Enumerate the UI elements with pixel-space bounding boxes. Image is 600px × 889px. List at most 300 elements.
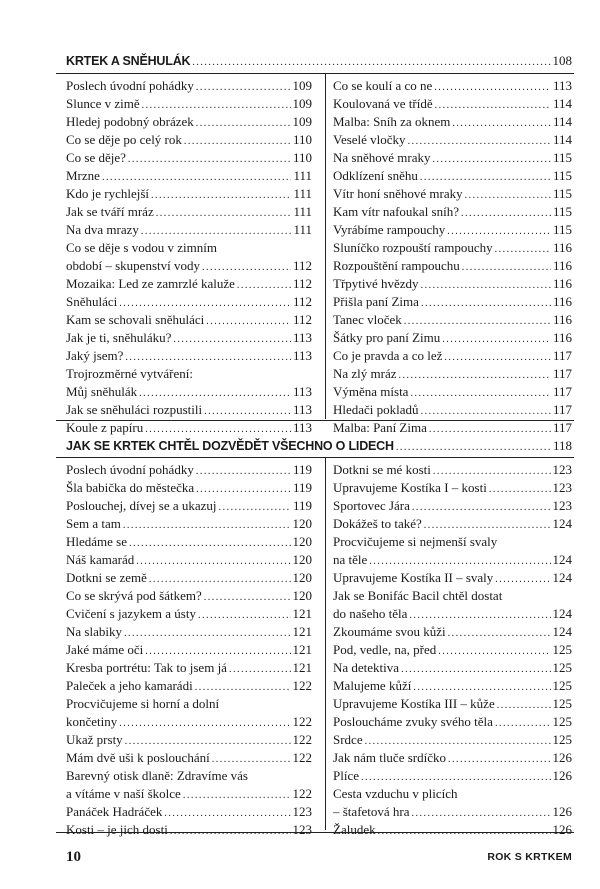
toc-entry bbox=[66, 257, 312, 275]
toc-entry-title: Mám dvě uši k poslouchání bbox=[66, 750, 210, 765]
toc-entry-page: 116 bbox=[552, 294, 572, 309]
right-column bbox=[333, 77, 572, 437]
toc-entry-title: Vítr honí sněhové mraky bbox=[333, 186, 463, 201]
running-title: ROK S KRTKEM bbox=[487, 851, 572, 863]
toc-entry bbox=[66, 95, 312, 113]
toc-entry-page: 111 bbox=[293, 168, 312, 183]
toc-entry bbox=[333, 257, 572, 275]
toc-entry bbox=[333, 821, 572, 839]
toc-entry bbox=[333, 239, 572, 257]
toc-entry bbox=[66, 515, 312, 533]
toc-entry bbox=[333, 551, 572, 569]
toc-entry-title: Upravujeme Kostíka III – kůže bbox=[333, 696, 495, 711]
toc-entry bbox=[66, 383, 312, 401]
toc-entry-page: 111 bbox=[293, 186, 312, 201]
toc-entry-title: do našeho těla bbox=[333, 606, 408, 621]
toc-entry-page: 117 bbox=[552, 384, 572, 399]
toc-entry bbox=[333, 497, 572, 515]
section-title: KRTEK A SNĚHULÁK bbox=[66, 54, 191, 68]
toc-entry-page: 122 bbox=[292, 750, 312, 765]
dot-leader bbox=[448, 623, 551, 643]
dot-leader bbox=[119, 293, 291, 313]
toc-entry bbox=[66, 641, 312, 659]
toc-entry-title: Malba: Paní Zima bbox=[333, 420, 427, 435]
toc-entry-title: Jaký jsem? bbox=[66, 348, 124, 363]
dot-leader bbox=[164, 803, 290, 823]
dot-leader bbox=[396, 437, 551, 457]
toc-entry-page: 116 bbox=[552, 240, 572, 255]
right-column bbox=[333, 461, 572, 839]
toc-entry-title: Sportovec Jára bbox=[333, 498, 410, 513]
toc-entry-page: 113 bbox=[292, 330, 312, 345]
dot-leader bbox=[421, 401, 551, 421]
toc-entry bbox=[333, 515, 572, 533]
toc-entry-title: Paleček a jeho kamarádi bbox=[66, 678, 193, 693]
toc-entry bbox=[333, 131, 572, 149]
dot-leader bbox=[141, 221, 292, 241]
toc-entry bbox=[333, 383, 572, 401]
toc-entry-title: Co se děje? bbox=[66, 150, 126, 165]
toc-entry-title: Na sněhové mraky bbox=[333, 150, 431, 165]
toc-entry-title: Dokážeš to také? bbox=[333, 516, 422, 531]
dot-leader bbox=[465, 185, 551, 205]
dot-leader bbox=[401, 659, 550, 679]
toc-entry bbox=[333, 731, 572, 749]
toc-entry-page: 114 bbox=[552, 114, 572, 129]
dot-leader bbox=[432, 149, 551, 169]
toc-entry-title: Jak je ti, sněhuláku? bbox=[66, 330, 172, 345]
toc-entry-title: Jaké máme oči bbox=[66, 642, 144, 657]
toc-entry-page: 117 bbox=[552, 420, 572, 435]
toc-entry-title: Jak se tváří mráz bbox=[66, 204, 154, 219]
dot-leader bbox=[497, 695, 551, 715]
toc-entry-title: Koule z papíru bbox=[66, 420, 144, 435]
dot-leader bbox=[196, 113, 291, 133]
toc-entry-page: 124 bbox=[552, 552, 572, 567]
toc-entry bbox=[66, 659, 312, 677]
toc-entry bbox=[66, 605, 312, 623]
dot-leader bbox=[123, 515, 291, 535]
toc-entry-title: Ukaž prsty bbox=[66, 732, 123, 747]
dot-leader bbox=[119, 713, 290, 733]
toc-entry bbox=[66, 551, 312, 569]
toc-entry-page: 109 bbox=[292, 78, 312, 93]
toc-entry-page: 116 bbox=[552, 276, 572, 291]
dot-leader bbox=[195, 677, 291, 697]
dot-leader bbox=[129, 533, 290, 553]
toc-entry-title: Šla babička do městečka bbox=[66, 480, 195, 495]
toc-entry-title: Co je pravda a co lež bbox=[333, 348, 443, 363]
toc-entry bbox=[66, 329, 312, 347]
toc-entry bbox=[66, 803, 312, 821]
dot-leader bbox=[204, 587, 291, 607]
toc-entry bbox=[333, 623, 572, 641]
toc-entry-page: 124 bbox=[552, 516, 572, 531]
toc-entry-page: 115 bbox=[552, 168, 572, 183]
dot-leader bbox=[369, 551, 550, 571]
toc-entry-page: 116 bbox=[552, 312, 572, 327]
dot-leader bbox=[495, 569, 550, 589]
dot-leader bbox=[434, 77, 551, 97]
dot-leader bbox=[196, 461, 291, 481]
toc-entry bbox=[66, 347, 312, 365]
dot-leader bbox=[495, 239, 551, 259]
toc-entry bbox=[333, 149, 572, 167]
dot-leader bbox=[183, 785, 291, 805]
toc-entry bbox=[333, 293, 572, 311]
dot-leader bbox=[435, 95, 551, 115]
toc-entry bbox=[333, 329, 572, 347]
toc-entry bbox=[66, 623, 312, 641]
dot-leader bbox=[420, 167, 551, 187]
toc-entry bbox=[66, 77, 312, 95]
toc-entry-title: Veselé vločky bbox=[333, 132, 406, 147]
toc-entry-title: Tanec vloček bbox=[333, 312, 402, 327]
toc-entry-page: 112 bbox=[292, 294, 312, 309]
toc-entry bbox=[333, 749, 572, 767]
dot-leader bbox=[206, 311, 291, 331]
dot-leader bbox=[448, 749, 551, 769]
toc-entry-page: 112 bbox=[292, 276, 312, 291]
toc-entry-page: 125 bbox=[552, 696, 572, 711]
dot-leader bbox=[438, 641, 550, 661]
section-page: 118 bbox=[552, 438, 572, 453]
dot-leader bbox=[124, 623, 291, 643]
toc-entry bbox=[333, 113, 572, 131]
toc-entry-title: Srdce bbox=[333, 732, 363, 747]
dot-leader bbox=[404, 311, 551, 331]
toc-entry-title: a vítáme v naší školce bbox=[66, 786, 181, 801]
dot-leader bbox=[196, 77, 291, 97]
dot-leader bbox=[433, 461, 551, 481]
dot-leader bbox=[145, 419, 291, 439]
toc-entry-title: končetiny bbox=[66, 714, 118, 729]
toc-entry bbox=[66, 185, 312, 203]
toc-entry-page: 121 bbox=[292, 624, 312, 639]
toc-entry-page: 125 bbox=[552, 660, 572, 675]
toc-entry-page: 111 bbox=[293, 222, 312, 237]
toc-entry-page: 110 bbox=[292, 150, 312, 165]
toc-entry-title: Vyrábíme rampouchy bbox=[333, 222, 446, 237]
dot-leader bbox=[145, 641, 290, 661]
toc-entry bbox=[66, 401, 312, 419]
toc-entry-page: 124 bbox=[552, 606, 572, 621]
toc-entry-title: Slunce v zimě bbox=[66, 96, 140, 111]
dot-leader bbox=[447, 221, 551, 241]
toc-entry bbox=[66, 131, 312, 149]
toc-entry bbox=[333, 569, 572, 587]
left-column bbox=[66, 461, 312, 839]
dot-leader bbox=[442, 329, 551, 349]
toc-entry-title: Rozpouštění rampouchu bbox=[333, 258, 460, 273]
toc-entry-title: Koulovaná ve třídě bbox=[333, 96, 433, 111]
toc-entry bbox=[66, 221, 312, 239]
toc-entry bbox=[333, 785, 572, 803]
toc-entry-title: Kdo je rychlejší bbox=[66, 186, 150, 201]
toc-entry-title: Dotkni se země bbox=[66, 570, 147, 585]
toc-entry-title: Náš kamarád bbox=[66, 552, 135, 567]
dot-leader bbox=[452, 113, 551, 133]
section-page: 108 bbox=[552, 53, 572, 68]
toc-entry bbox=[333, 767, 572, 785]
dot-leader bbox=[412, 803, 551, 823]
toc-entry-page: 121 bbox=[292, 660, 312, 675]
section-top-rule bbox=[56, 73, 574, 74]
section-title: JAK SE KRTEK CHTĚL DOZVĚDĚT VŠECHNO O LIDECH bbox=[66, 439, 394, 453]
toc-entry bbox=[66, 677, 312, 695]
toc-entry bbox=[66, 569, 312, 587]
toc-entry bbox=[333, 221, 572, 239]
dot-leader bbox=[198, 605, 291, 625]
toc-entry-page: 115 bbox=[552, 150, 572, 165]
toc-entry-title: – štafetová hra bbox=[333, 804, 410, 819]
toc-entry bbox=[66, 203, 312, 221]
toc-entry-page: 117 bbox=[552, 366, 572, 381]
toc-entry-title: Přišla paní Zima bbox=[333, 294, 419, 309]
toc-entry bbox=[333, 479, 572, 497]
dot-leader bbox=[409, 605, 550, 625]
toc-entry-title: Na detektiva bbox=[333, 660, 400, 675]
toc-entry bbox=[66, 167, 312, 185]
toc-entry-title: Hledáme se bbox=[66, 534, 128, 549]
toc-entry-page: 113 bbox=[552, 78, 572, 93]
toc-entry-title: Dotkni se mé kosti bbox=[333, 462, 431, 477]
dot-leader bbox=[170, 821, 291, 841]
toc-entry-title: Jak se Bonifác Bacil chtěl dostat bbox=[333, 588, 503, 603]
dot-leader bbox=[429, 419, 551, 439]
section-bottom-rule bbox=[56, 832, 574, 833]
toc-entry bbox=[333, 311, 572, 329]
dot-leader bbox=[139, 383, 291, 403]
dot-leader bbox=[424, 515, 551, 535]
toc-entry-title: Upravujeme Kostíka I – kosti bbox=[333, 480, 487, 495]
toc-entry-title: Hledači pokladů bbox=[333, 402, 419, 417]
dot-leader bbox=[461, 203, 551, 223]
toc-entry-page: 109 bbox=[292, 96, 312, 111]
toc-entry bbox=[66, 767, 312, 785]
toc-entry-title: Poslech úvodní pohádky bbox=[66, 462, 194, 477]
toc-entry-title: období – skupenství vody bbox=[66, 258, 200, 273]
toc-entry-title: Upravujeme Kostíka II – svaly bbox=[333, 570, 494, 585]
toc-entry-page: 112 bbox=[292, 258, 312, 273]
dot-leader bbox=[142, 95, 291, 115]
dot-leader bbox=[151, 185, 291, 205]
section-heading bbox=[66, 437, 572, 455]
toc-entry bbox=[333, 167, 572, 185]
dot-leader bbox=[412, 497, 551, 517]
toc-entry-title: Co se děje po celý rok bbox=[66, 132, 182, 147]
dot-leader bbox=[128, 149, 291, 169]
toc-entry-page: 109 bbox=[292, 114, 312, 129]
toc-entry bbox=[66, 749, 312, 767]
toc-entry-title: Kosti – je jich dosti bbox=[66, 822, 168, 837]
toc-entry-page: 117 bbox=[552, 402, 572, 417]
toc-entry-page: 122 bbox=[292, 678, 312, 693]
toc-entry-title: Trojrozměrné vytváření: bbox=[66, 366, 193, 381]
toc-entry-title: Jak se sněhuláci rozpustili bbox=[66, 402, 203, 417]
toc-entry-page: 120 bbox=[292, 534, 312, 549]
toc-entry-page: 124 bbox=[552, 624, 572, 639]
toc-entry bbox=[66, 821, 312, 839]
toc-entry bbox=[333, 587, 572, 605]
toc-entry bbox=[66, 275, 312, 293]
toc-entry-page: 117 bbox=[552, 348, 572, 363]
toc-entry bbox=[333, 605, 572, 623]
dot-leader bbox=[202, 257, 291, 277]
toc-entry-title: na těle bbox=[333, 552, 368, 567]
toc-entry-page: 113 bbox=[292, 402, 312, 417]
dot-leader bbox=[365, 731, 551, 751]
dot-leader bbox=[212, 749, 291, 769]
dot-leader bbox=[173, 329, 291, 349]
toc-entry-title: Malba: Sníh za oknem bbox=[333, 114, 451, 129]
toc-entry-page: 125 bbox=[552, 732, 572, 747]
toc-entry-page: 122 bbox=[292, 786, 312, 801]
toc-entry-title: Mozaika: Led ze zamrzlé kaluže bbox=[66, 276, 235, 291]
toc-entry bbox=[333, 803, 572, 821]
dot-leader bbox=[149, 569, 291, 589]
toc-entry-page: 122 bbox=[292, 732, 312, 747]
toc-entry bbox=[66, 713, 312, 731]
toc-entry-page: 112 bbox=[292, 312, 312, 327]
section-top-rule bbox=[56, 457, 574, 458]
toc-entry bbox=[66, 587, 312, 605]
dot-leader bbox=[444, 347, 551, 367]
dot-leader bbox=[184, 131, 291, 151]
toc-entry-title: Třpytivé hvězdy bbox=[333, 276, 419, 291]
toc-entry-title: Cesta vzduchu v plicích bbox=[333, 786, 458, 801]
toc-entry bbox=[333, 365, 572, 383]
toc-entry-title: Poslech úvodní pohádky bbox=[66, 78, 194, 93]
toc-entry bbox=[66, 419, 312, 437]
toc-entry-title: Na slabiky bbox=[66, 624, 122, 639]
toc-entry-page: 113 bbox=[292, 348, 312, 363]
toc-entry-title: Poslouchej, dívej se a ukazuj bbox=[66, 498, 217, 513]
toc-entry-title: Barevný otisk dlaně: Zdravíme vás bbox=[66, 768, 248, 783]
toc-entry bbox=[333, 203, 572, 221]
toc-entry-title: Sněhuláci bbox=[66, 294, 118, 309]
toc-entry bbox=[333, 401, 572, 419]
toc-entry bbox=[66, 785, 312, 803]
dot-leader bbox=[489, 479, 551, 499]
dot-leader bbox=[421, 275, 551, 295]
section-heading bbox=[66, 52, 572, 70]
dot-leader bbox=[408, 131, 551, 151]
left-column bbox=[66, 77, 312, 437]
dot-leader bbox=[196, 479, 291, 499]
toc-entry-title: Jak nám tluče srdíčko bbox=[333, 750, 446, 765]
toc-entry bbox=[333, 641, 572, 659]
toc-entry-page: 123 bbox=[552, 462, 572, 477]
toc-entry-page: 126 bbox=[552, 768, 572, 783]
toc-entry bbox=[66, 533, 312, 551]
toc-entry-page: 126 bbox=[552, 822, 572, 837]
toc-entry-page: 119 bbox=[292, 462, 312, 477]
toc-entry-page: 113 bbox=[292, 420, 312, 435]
dot-leader bbox=[495, 713, 551, 733]
toc-entry bbox=[333, 677, 572, 695]
dot-leader bbox=[462, 257, 551, 277]
toc-entry bbox=[333, 659, 572, 677]
toc-entry-page: 125 bbox=[552, 678, 572, 693]
toc-entry bbox=[333, 533, 572, 551]
toc-entry-page: 116 bbox=[552, 258, 572, 273]
toc-entry bbox=[66, 113, 312, 131]
toc-entry bbox=[66, 149, 312, 167]
toc-entry-title: Malujeme kůží bbox=[333, 678, 412, 693]
toc-entry-page: 123 bbox=[552, 480, 572, 495]
toc-entry-title: Kam se schovali sněhuláci bbox=[66, 312, 205, 327]
toc-entry-page: 122 bbox=[292, 714, 312, 729]
toc-entry-page: 123 bbox=[292, 804, 312, 819]
toc-entry bbox=[333, 185, 572, 203]
toc-entry-title: Procvičujeme si horní a dolní bbox=[66, 696, 220, 711]
toc-entry bbox=[333, 95, 572, 113]
toc-entry-title: Zkoumáme svou kůži bbox=[333, 624, 446, 639]
toc-entry-page: 120 bbox=[292, 516, 312, 531]
toc-entry-page: 114 bbox=[552, 132, 572, 147]
section-bottom-rule bbox=[56, 420, 574, 421]
toc-entry-title: Sem a tam bbox=[66, 516, 121, 531]
toc-entry bbox=[66, 293, 312, 311]
toc-entry-page: 126 bbox=[552, 750, 572, 765]
dot-leader bbox=[156, 203, 292, 223]
toc-entry bbox=[333, 419, 572, 437]
toc-entry-title: Panáček Hadráček bbox=[66, 804, 163, 819]
dot-leader bbox=[136, 551, 290, 571]
toc-entry-title: Posloucháme zvuky svého těla bbox=[333, 714, 493, 729]
dot-leader bbox=[237, 275, 291, 295]
toc-entry-title: Výměna místa bbox=[333, 384, 409, 399]
toc-entry-page: 115 bbox=[552, 222, 572, 237]
dot-leader bbox=[125, 347, 291, 367]
dot-leader bbox=[410, 383, 551, 403]
dot-leader bbox=[399, 365, 551, 385]
toc-entry-page: 115 bbox=[552, 204, 572, 219]
toc-entry bbox=[66, 731, 312, 749]
toc-entry-title: Mrzne bbox=[66, 168, 100, 183]
toc-entry-title: Odklízení sněhu bbox=[333, 168, 418, 183]
toc-entry-page: 114 bbox=[552, 96, 572, 111]
dot-leader bbox=[102, 167, 292, 187]
toc-entry bbox=[333, 347, 572, 365]
toc-entry bbox=[333, 275, 572, 293]
toc-entry-title: Pod, vedle, na, před bbox=[333, 642, 437, 657]
toc-entry-title: Šátky pro paní Zimu bbox=[333, 330, 441, 345]
toc-entry-page: 111 bbox=[293, 204, 312, 219]
toc-entry-page: 119 bbox=[292, 480, 312, 495]
toc-entry-page: 121 bbox=[292, 606, 312, 621]
toc-entry-title: Na zlý mráz bbox=[333, 366, 397, 381]
toc-entry bbox=[66, 311, 312, 329]
toc-entry-title: Procvičujeme si nejmenší svaly bbox=[333, 534, 498, 549]
toc-entry-title: Co se děje s vodou v zimním bbox=[66, 240, 217, 255]
toc-entry-page: 116 bbox=[552, 330, 572, 345]
toc-entry-page: 123 bbox=[292, 822, 312, 837]
dot-leader bbox=[204, 401, 291, 421]
toc-entry-page: 121 bbox=[292, 642, 312, 657]
toc-entry-page: 120 bbox=[292, 588, 312, 603]
dot-leader bbox=[421, 293, 551, 313]
toc-entry bbox=[66, 239, 312, 257]
toc-entry-title: Na dva mrazy bbox=[66, 222, 139, 237]
toc-entry-title: Hledej podobný obrázek bbox=[66, 114, 194, 129]
toc-entry-page: 110 bbox=[292, 132, 312, 147]
toc-entry bbox=[333, 695, 572, 713]
toc-entry-page: 120 bbox=[292, 570, 312, 585]
toc-entry-page: 124 bbox=[552, 570, 572, 585]
toc-entry bbox=[333, 461, 572, 479]
